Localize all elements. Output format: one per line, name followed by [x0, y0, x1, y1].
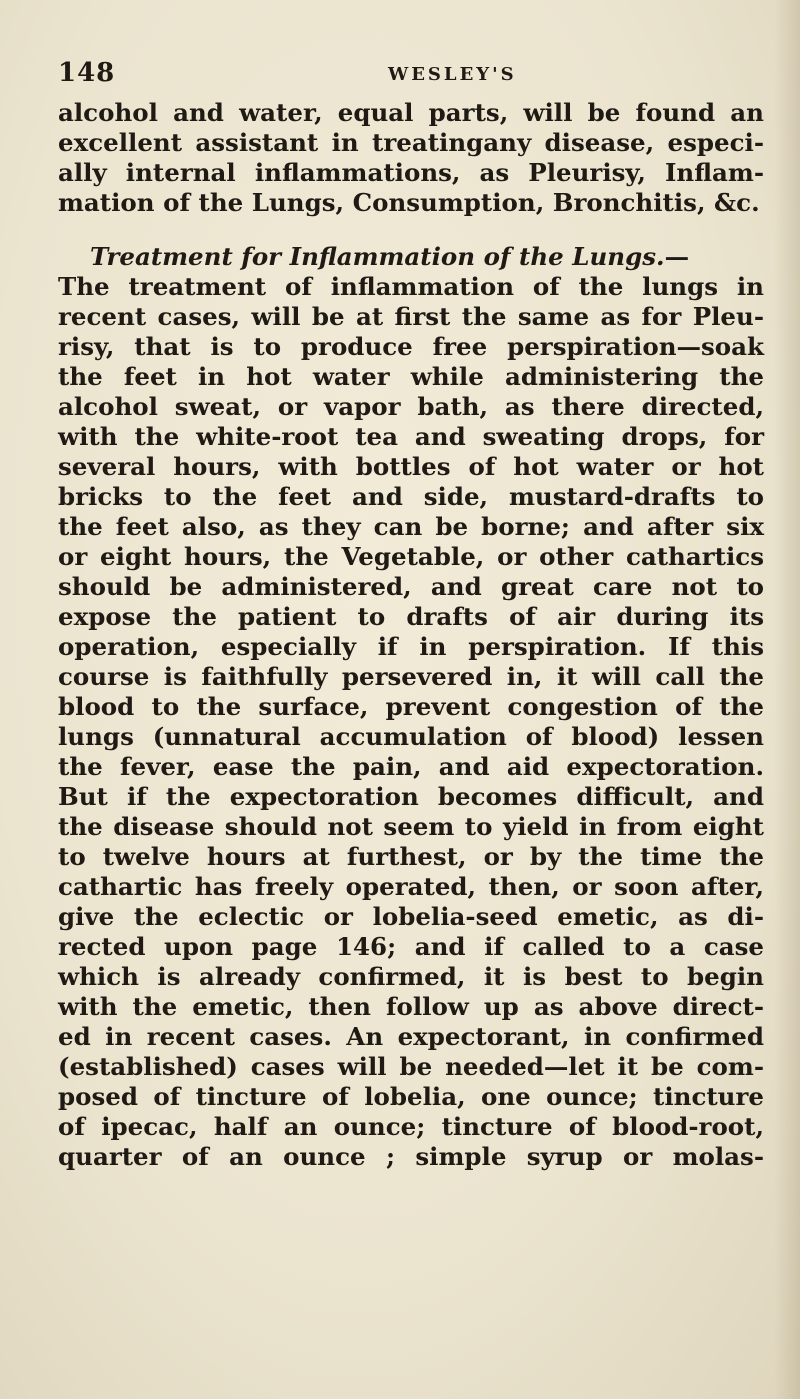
text-line: risy, that is to produce free perspiration—soak — [58, 332, 764, 361]
text-line: the feet in hot water while administering the — [58, 362, 764, 391]
text-line: several hours, with bottles of hot water or hot — [58, 452, 764, 481]
text-line: excellent assistant in treatingany disease, especi- — [58, 128, 764, 157]
text-line: mation of the Lungs, Consumption, Bronchitis, &c. — [58, 188, 760, 217]
text-line: bricks to the feet and side, mustard-drafts to — [58, 482, 764, 511]
text-line: But if the expectoration becomes difficult, and — [58, 782, 764, 811]
text-line: alcohol and water, equal parts, will be found an — [58, 98, 764, 127]
section-heading: Treatment for Inflammation of the Lungs. — [90, 242, 665, 271]
section-heading-line — [58, 242, 764, 272]
text-line: the feet also, as they can be borne; and after six — [58, 512, 764, 541]
text-line: operation, especially if in perspiration. If this — [58, 632, 764, 661]
running-head: WESLEY'S — [388, 64, 517, 85]
text-line: quarter of an ounce ; simple syrup or molas- — [58, 1142, 764, 1171]
text-line: cathartic has freely operated, then, or soon after, — [58, 872, 764, 901]
text-line: ally internal inflammations, as Pleurisy, Inflam- — [58, 158, 764, 187]
text-line: ed in recent cases. An expectorant, in confirmed — [58, 1022, 764, 1051]
paragraph-1 — [58, 98, 764, 218]
text-line: recent cases, will be at first the same as for Pleu- — [58, 302, 764, 331]
paragraph-2 — [58, 242, 764, 1172]
text-line: the fever, ease the pain, and aid expectoration. — [58, 752, 764, 781]
text-line: give the eclectic or lobelia-seed emetic, as di- — [58, 902, 764, 931]
text-line: rected upon page 146; and if called to a case — [58, 932, 764, 961]
text-line: blood to the surface, prevent congestion of the — [58, 692, 764, 721]
paragraph-gap — [58, 218, 764, 242]
text-line: which is already confirmed, it is best to begin — [58, 962, 764, 991]
text-line: The treatment of inflammation of the lungs in — [58, 272, 764, 301]
page-number: 148 — [58, 58, 116, 88]
page-edge-shadow — [774, 0, 800, 1399]
text-line: posed of tincture of lobelia, one ounce; tincture — [58, 1082, 764, 1111]
text-line: of ipecac, half an ounce; tincture of blood-root, — [58, 1112, 764, 1141]
text-line: course is faithfully persevered in, it will call the — [58, 662, 764, 691]
text-line: should be administered, and great care not to — [58, 572, 764, 601]
text-line: (established) cases will be needed—let it be com- — [58, 1052, 764, 1081]
text-line: the disease should not seem to yield in from eight — [58, 812, 764, 841]
body-text — [58, 98, 764, 1358]
text-line: or eight hours, the Vegetable, or other cathartics — [58, 542, 764, 571]
page-header — [58, 58, 758, 98]
text-line: alcohol sweat, or vapor bath, as there directed, — [58, 392, 764, 421]
heading-dash: — — [664, 242, 690, 271]
text-line: with the emetic, then follow up as above direct- — [58, 992, 764, 1021]
text-line: expose the patient to drafts of air during its — [58, 602, 764, 631]
text-line: with the white-root tea and sweating drops, for — [58, 422, 764, 451]
text-line: to twelve hours at furthest, or by the time the — [58, 842, 764, 871]
text-line: lungs (unnatural accumulation of blood) lessen — [58, 722, 764, 751]
